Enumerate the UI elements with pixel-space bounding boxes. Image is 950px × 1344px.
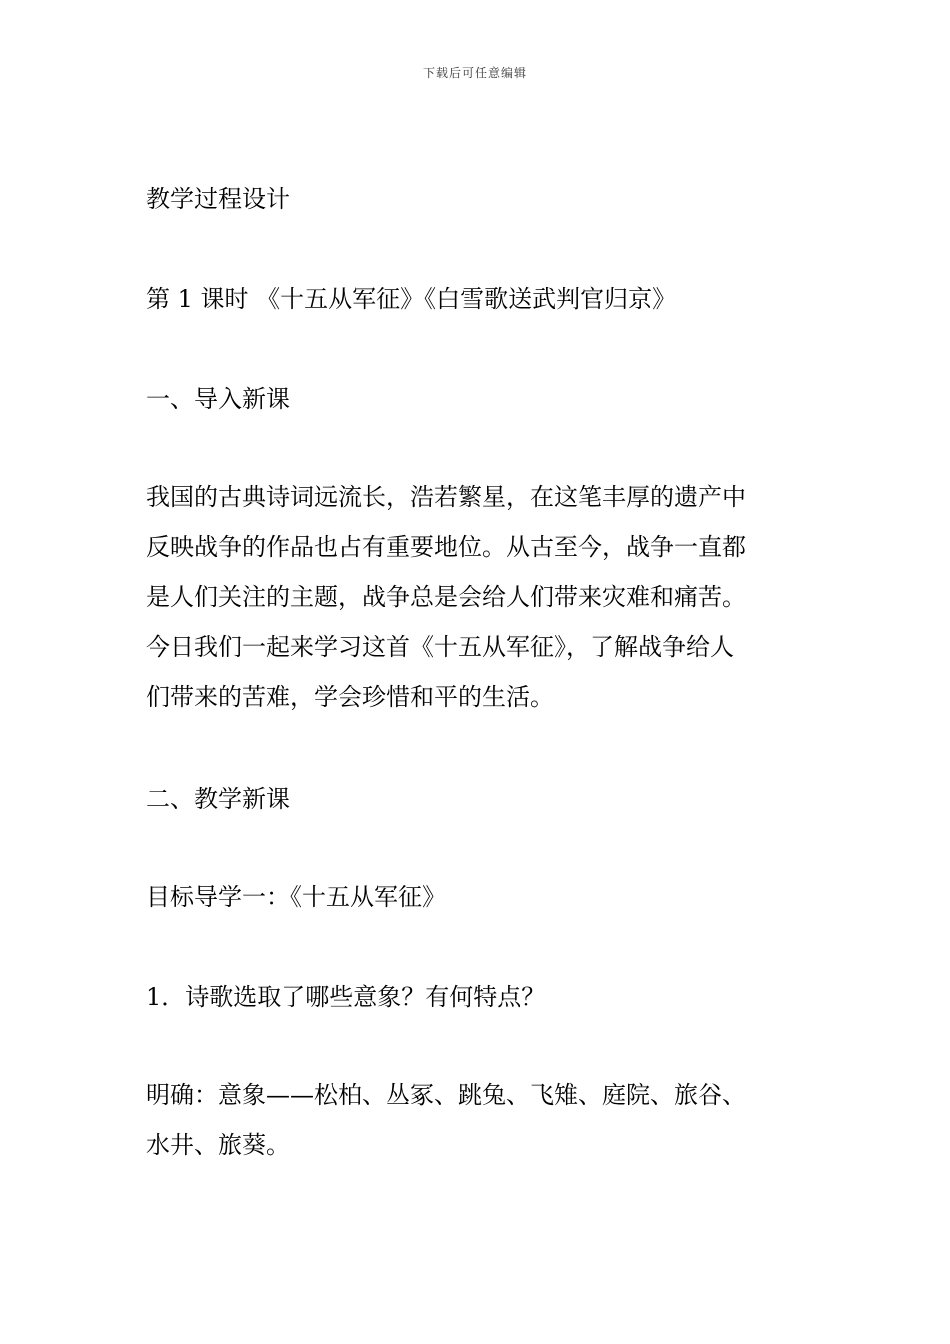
answer-paragraph bbox=[146, 1070, 816, 1170]
heading-intro: 一、导入新课 bbox=[146, 385, 290, 413]
section-title: 教学过程设计 bbox=[146, 185, 290, 213]
intro-paragraph bbox=[146, 472, 816, 722]
heading-teach: 二、教学新课 bbox=[146, 785, 290, 813]
answer-line: 水井、旅葵。 bbox=[146, 1131, 290, 1159]
intro-line: 我国的古典诗词远流长，浩若繁星，在这笔丰厚的遗产中 bbox=[146, 483, 746, 511]
lesson-title: 第 1 课时 《十五从军征》《白雪歌送武判官归京》 bbox=[146, 285, 677, 313]
goal-heading: 目标导学一：《十五从军征》 bbox=[146, 883, 446, 911]
intro-line: 们带来的苦难，学会珍惜和平的生活。 bbox=[146, 683, 554, 711]
intro-line: 反映战争的作品也占有重要地位。从古至今，战争一直都 bbox=[146, 533, 746, 561]
question: 1．诗歌选取了哪些意象？有何特点？ bbox=[146, 983, 546, 1011]
intro-line: 今日我们一起来学习这首《十五从军征》，了解战争给人 bbox=[146, 633, 734, 661]
intro-line: 是人们关注的主题，战争总是会给人们带来灾难和痛苦。 bbox=[146, 583, 746, 611]
answer-line: 明确：意象——松柏、丛冢、跳兔、飞雉、庭院、旅谷、 bbox=[146, 1081, 746, 1109]
download-note: 下载后可任意编辑 bbox=[422, 66, 527, 80]
